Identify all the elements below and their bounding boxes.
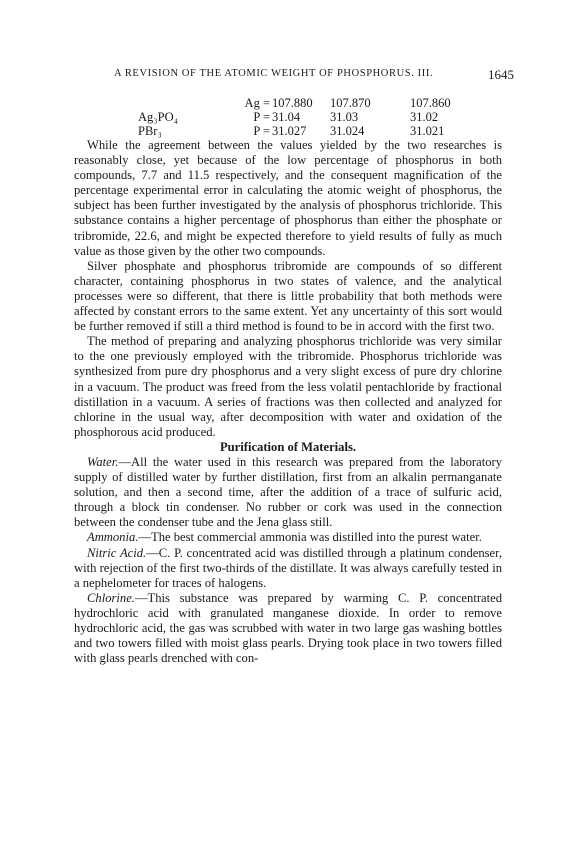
results-table [0, 96, 573, 138]
material-paragraph-ammonia [74, 530, 502, 545]
paragraph: While the agreement between the values yielded by the two researches is reasonably close, yet because of the low percentage of phosphorus in both compounds, 7.7 and 11.5 respectively, and the consequent magnification of the percentage experimental error in calculating the atomic weight of phosphorus, the subject has been further investigated by the analysis of phosphorus trichloride. This substance contains a higher percentage of phosphorus than either the phosphate or tribromide, 22.6, and might be expected therefore to yield results of fully as much value as those given by the other two compounds. [74, 138, 502, 258]
table-cell-element: P = [253, 110, 270, 124]
material-paragraph-chlorine [74, 591, 502, 666]
run-in-term: Nitric Acid. [87, 545, 147, 560]
material-paragraph-nitric-acid [74, 546, 502, 591]
table-cell-value: 31.04 [272, 110, 301, 124]
table-row [0, 110, 573, 124]
running-head [114, 68, 514, 82]
material-text: —This substance was prepared by warming C. P. concentrated hydrochloric acid with granulated manganese dioxide. In order to remove hydrochloric acid, the gas was scrubbed with water in two large gas washing bottles and two towers filled with moist glass pearls. Drying took place in two towers filled with glass pearls drenched with con- [74, 590, 502, 666]
table-row [0, 124, 573, 138]
table-cell-value: 107.880 [272, 96, 313, 110]
table-cell-value: 31.027 [272, 124, 307, 138]
section-heading: Purification of Materials. [219, 439, 357, 454]
table-cell-value: 31.02 [410, 110, 439, 124]
page-number: 1645 [488, 67, 514, 82]
table-cell-value: 31.024 [330, 124, 365, 138]
table-cell-value: 107.870 [330, 96, 371, 110]
running-head-title: A REVISION OF THE ATOMIC WEIGHT OF PHOSPHORUS. III. [114, 68, 434, 79]
paragraph: The method of preparing and analyzing phosphorus trichloride was very similar to the one previously employed with the tribromide. Phosphorus trichloride was synthesized from pure dry phosphorus and a very slight excess of pure dry chlorine in a vacuum. The product was freed from the less volatil pentachloride by fractional distillation in a vacuum. A series of fractions was then collected and analyzed for chlorine in the usual way, after decomposition with water and oxidation of the phosphorous acid produced. [74, 334, 502, 439]
material-text: —All the water used in this research was prepared from the laboratory supply of distilled water by further distillation, first from an alkalin permanganate solution, and then a second time, after the addition of a trace of sulfuric acid, through a block tin condenser. No rubber or cork was used in the connection between the condenser tube and the Jena glass still. [74, 454, 502, 530]
table-cell-value: 107.860 [410, 96, 451, 110]
paragraph: Silver phosphate and phosphorus tribromide are compounds of so different character, containing phosphorus in two states of valence, and the analytical processes were so different, that there is little probability that both methods were affected by constant errors to the same extent. Yet any uncertainty of this sort would be further removed if still a third method is found to be in accord with the first two. [74, 258, 502, 334]
table-row [0, 96, 573, 110]
run-in-term: Chlorine. [87, 590, 135, 605]
table-cell-value: 31.03 [330, 110, 359, 124]
material-text: —C. P. concentrated acid was distilled through a platinum condenser, with rejection of the first two-thirds of the distillate. It was always carefully tested in a nephelometer for traces of halogens. [74, 545, 502, 590]
body-text [74, 138, 502, 666]
table-cell-label: PBr₃ [138, 124, 162, 138]
table-cell-element: P = [253, 124, 270, 138]
table-cell-label: Ag₃PO₄ [138, 110, 178, 124]
run-in-term: Water. [87, 454, 119, 469]
material-text: —The best commercial ammonia was distilled into the purest water. [138, 530, 482, 545]
material-paragraph-water [74, 455, 502, 530]
table-cell-element: Ag = [244, 96, 270, 110]
table-cell-value: 31.021 [410, 124, 445, 138]
run-in-term: Ammonia. [87, 530, 139, 545]
